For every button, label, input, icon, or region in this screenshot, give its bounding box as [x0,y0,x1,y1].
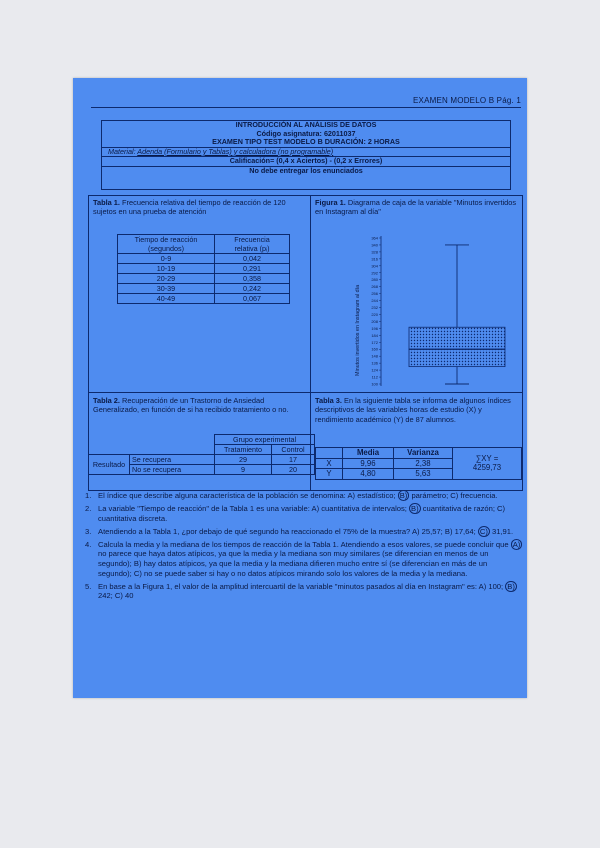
question-3: 3. Atendiendo a la Tabla 1, ¿por debajo de qué segundo ha reaccionado el 75% de la muestra? A) 25,57; B) 17,64; C) 31,91. [85,526,514,536]
material-line [102,147,510,157]
tick-label: 304 [371,263,378,269]
tick-label: 280 [371,277,378,283]
table2-caption: Tabla 2. Recuperación de un Trastorno de Ansiedad Generalizado, en función de si ha recibido tratamiento o no. [93,396,289,415]
header-rule [91,107,521,108]
page-header: EXAMEN MODELO B Pág. 1 [413,96,521,105]
table1-caption: Tabla 1. Frecuencia relativa del tiempo de reacción de 120 sujetos en una prueba de atención [93,198,286,217]
table-row: 40-49 0,067 [118,294,290,304]
table1 [117,234,290,304]
box-upper [409,327,505,349]
figure1-boxplot [347,228,517,392]
table-row: 0-9 0,042 [118,254,290,264]
tick-label: 196 [371,325,378,331]
answer-mark: A) [512,539,521,549]
exam-page [73,78,527,698]
course-code: Código asignatura: 62011037 [256,128,356,138]
box-lower [409,349,505,366]
answer-mark: B) [507,581,515,591]
exam-type: EXAMEN TIPO TEST MODELO B DURACIÓN: 2 HORAS [212,137,400,147]
figure1-caption: Figura 1. Diagrama de caja de la variable "Minutos invertidos en Instagram al día" [315,198,517,217]
exam-title-box [101,120,511,190]
question-1: 1. El índice que describe alguna característica de la población se denomina: A) estadístico; B) parámetro; C) frecuencia. [85,491,498,500]
table-row: X 9,96 2,38 [316,458,522,469]
tick-label: 292 [371,270,378,276]
tick-label: 148 [371,353,378,359]
horizontal-divider [89,392,522,393]
table-row: No se recupera 9 20 [89,465,315,475]
tick-label: 124 [371,367,378,373]
tick-label: 220 [371,311,378,317]
tables-and-figure-panel [88,195,523,491]
table2-row-group-label: Resultado [89,455,130,475]
tick-label: 340 [371,242,378,248]
figure1-tick-labels [371,236,381,387]
question-5: 5. En base a la Figura 1, el valor de la amplitud intercuartil de la variable "minutos pasados al día en Instagram" es: A) 100; B) 242; C) 40 [85,581,515,601]
material-text: Adenda (Formulario y Tablas) y calculadora (no programable) [137,146,334,156]
tick-label: 160 [371,346,378,352]
questions-list [85,491,523,604]
tick-label: 100 [371,381,378,387]
question-4: 4. Calcula la media y la mediana de los tiempos de reacción de la Tabla 1. Atendiendo a esos valores, se puede concluir que A) no parece que haya datos atípicos, ya que la media y la mediana son muy similares (se diferencian en menos de un segundo); B) hay datos atípicos, ya que la media y la mediana difieren mucho entre sí (se diferencian en más de un segundo); C) no se puede saber si hay o no datos atípicos mirando solo los valores de la media y la mediana. [85,539,521,578]
tick-label: 256 [371,291,378,297]
tick-label: 112 [371,374,378,380]
table3-caption: Tabla 3. En la siguiente tabla se informa de algunos índices descriptivos de las variables horas de estudio (X) y rendimiento académico (Y) de 87 alumnos. [315,396,511,424]
answer-mark: B) [411,504,419,514]
tick-label: 364 [371,235,378,241]
tick-label: 184 [371,332,378,338]
tick-label: 172 [371,339,378,345]
question-2: 2. La variable "Tiempo de reacción" de la Tabla 1 es una variable: A) cuantitativa de intervalos; B) cuantitativa de razón; C) cuantitativa discreta. [85,504,506,523]
table2-col-control: Control [272,445,315,455]
material-label: Material: [108,146,136,156]
notice-line: No debe entregar los enunciados [102,166,510,176]
course-title: INTRODUCCIÓN AL ANÁLISIS DE DATOS [235,120,377,129]
tick-label: 208 [371,318,378,324]
table2-col-tratamiento: Tratamiento [215,445,272,455]
table2 [88,434,315,475]
tick-label: 268 [371,284,378,290]
table-row: 30-39 0,242 [118,284,290,294]
tick-label: 244 [371,298,378,304]
table-row: Resultado Se recupera 29 17 [89,455,315,465]
table-row: Y 4,80 5,63 [316,469,522,480]
table3-sum-cell: ∑XY = 4259,73 [453,448,522,480]
table-row: 20-29 0,358 [118,274,290,284]
tick-label: 136 [371,360,378,366]
table1-header-interval: Tiempo de reacción (segundos) [118,235,215,254]
answer-mark: B) [399,491,408,500]
table3: Media Varianza ∑XY = 4259,73 X 9,96 2,38 Y 4,80 5,63 [315,447,522,480]
figure1-ylabel: Minutos invertidos en Instagram al día [355,284,361,376]
answer-mark: C) [479,526,488,536]
table-row: 10-19 0,291 [118,264,290,274]
table1-header-freq: Frecuencia relativa (pᵢ) [215,235,290,254]
tick-label: 328 [371,249,378,255]
table2-group-header: Grupo experimental [215,435,315,445]
tick-label: 316 [371,256,378,262]
grading-line: Calificación= (0,4 x Aciertos) - (0,2 x Errores) [102,156,510,166]
figure1-box-group [409,245,505,384]
tick-label: 232 [371,305,378,311]
